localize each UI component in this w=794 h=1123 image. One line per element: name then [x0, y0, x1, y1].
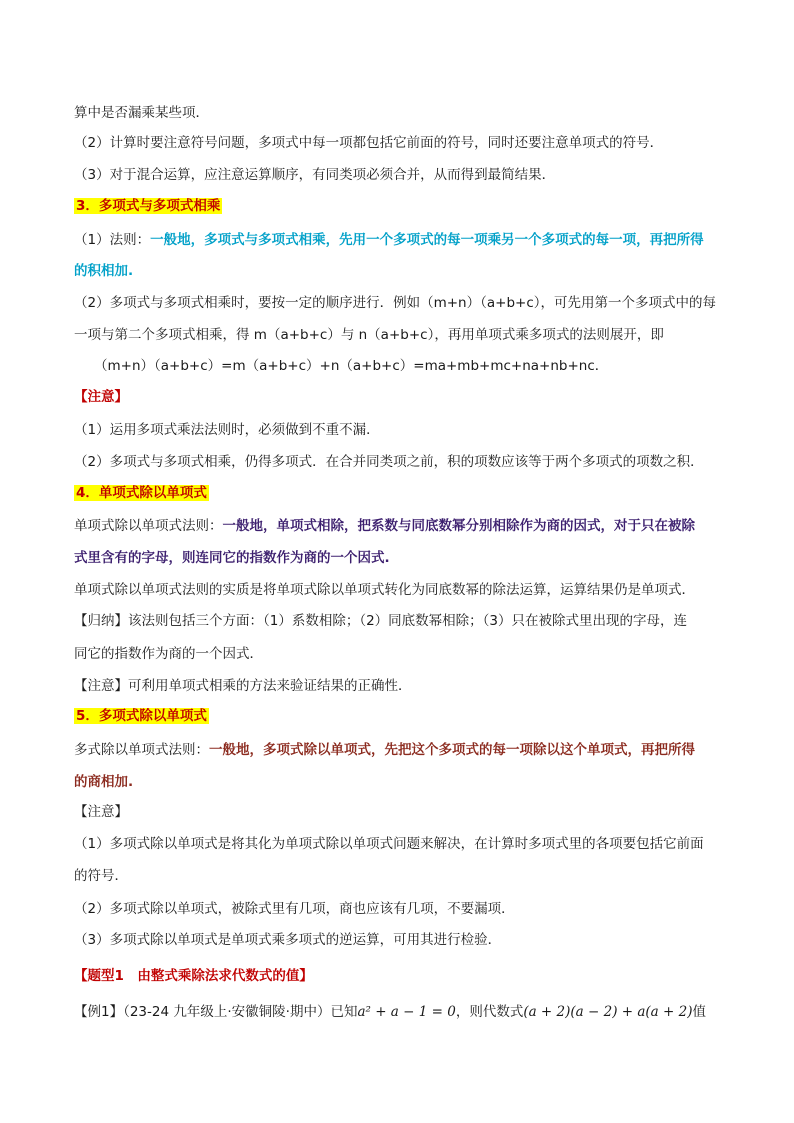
text-line: （2）计算时要注意符号问题，多项式中每一项都包括它前面的符号，同时还要注意单项式的符号．: [74, 135, 664, 151]
text-line: 算中是否漏乘某些项．: [74, 105, 209, 121]
text-line: 【归纳】该法则包括三个方面：（1）系数相除；（2）同底数幂相除；（3）只在被除式里出现的字母，连: [74, 613, 688, 629]
section-heading: [74, 196, 222, 216]
section-heading-4: 4．单项式除以单项式: [76, 485, 207, 501]
formula-line: （m+n）（a+b+c）=m（a+b+c）+n（a+b+c）=ma+mb+mc+na+nb+nc．: [94, 358, 609, 374]
text-line: 【注意】可利用单项式相乘的方法来验证结果的正确性．: [74, 678, 412, 694]
rule-text-cont: 的商相加.: [74, 774, 134, 790]
rule-line: [74, 740, 695, 760]
text-line: （3）对于混合运算，应注意运算顺序，有同类项必须合并，从而得到最简结果．: [74, 167, 556, 183]
rule-text-cont: 式里含有的字母，则连同它的指数作为商的一个因式.: [74, 550, 390, 566]
rule-label: 多式除以单项式法则：: [74, 742, 209, 758]
text-line: 一项与第二个多项式相乘，得 m（a+b+c）与 n（a+b+c），再用单项式乘多项式的法则展开，即: [74, 327, 664, 343]
rule-label: （1）法则：: [74, 232, 151, 248]
question-type-title: 【题型1 由整式乘除法求代数式的值】: [74, 968, 313, 984]
text-line: 同它的指数作为商的一个因式．: [74, 646, 263, 662]
example-label: 【例1】（23-24 九年级上·安徽铜陵·期中）已知: [74, 1004, 358, 1020]
rule-line: [74, 516, 695, 536]
text-line: 单项式除以单项式法则的实质是将单项式除以单项式转化为同底数幂的除法运算，运算结果仍是单项式．: [74, 582, 695, 598]
text-line: （1）多项式除以单项式是将其化为单项式除以单项式问题来解决，在计算时多项式里的各项要包括它前面: [74, 836, 704, 852]
text-line: （2）多项式与多项式相乘时，要按一定的顺序进行．例如（m+n）（a+b+c），可先用第一个多项式中的每: [74, 295, 716, 311]
expression: (a + 2)(a − 2) + a(a + 2): [523, 1004, 693, 1020]
text-line: 的符号．: [74, 868, 128, 884]
text-line: （3）多项式除以单项式是单项式乘多项式的逆运算，可用其进行检验．: [74, 932, 502, 948]
equation: a² + a − 1 = 0: [357, 1004, 456, 1020]
text-line: （2）多项式与多项式相乘，仍得多项式．在合并同类项之前，积的项数应该等于两个多项式的项数之积．: [74, 454, 704, 470]
text-line: （1）运用多项式乘法法则时，必须做到不重不漏．: [74, 422, 380, 438]
example-line: [74, 1002, 706, 1022]
note-heading: 【注意】: [74, 804, 128, 820]
text-line: （2）多项式除以单项式，被除式里有几项，商也应该有几项，不要漏项．: [74, 901, 515, 917]
section-heading-3: 3．多项式与多项式相乘: [76, 198, 221, 214]
section-heading: [74, 483, 209, 503]
example-text: ，则代数式: [455, 1004, 524, 1020]
note-heading: [74, 387, 128, 407]
rule-text: 一般地，单项式相除，把系数与同底数幂分别相除作为商的因式，对于只在被除: [222, 518, 695, 534]
question-type-heading: [74, 966, 313, 986]
example-text: 值: [692, 1004, 706, 1020]
rule-label: 单项式除以单项式法则：: [74, 518, 223, 534]
section-heading: [74, 706, 209, 726]
rule-text: 一般地，多项式除以单项式，先把这个多项式的每一项除以这个单项式，再把所得: [209, 742, 695, 758]
rule-text: 一般地，多项式与多项式相乘，先用一个多项式的每一项乘另一个多项式的每一项，再把所得: [150, 232, 704, 248]
note-tag: 【注意】: [74, 389, 128, 405]
section-heading-5: 5．多项式除以单项式: [76, 708, 207, 724]
rule-line: [74, 230, 704, 250]
rule-text-cont: 的积相加.: [74, 263, 134, 279]
